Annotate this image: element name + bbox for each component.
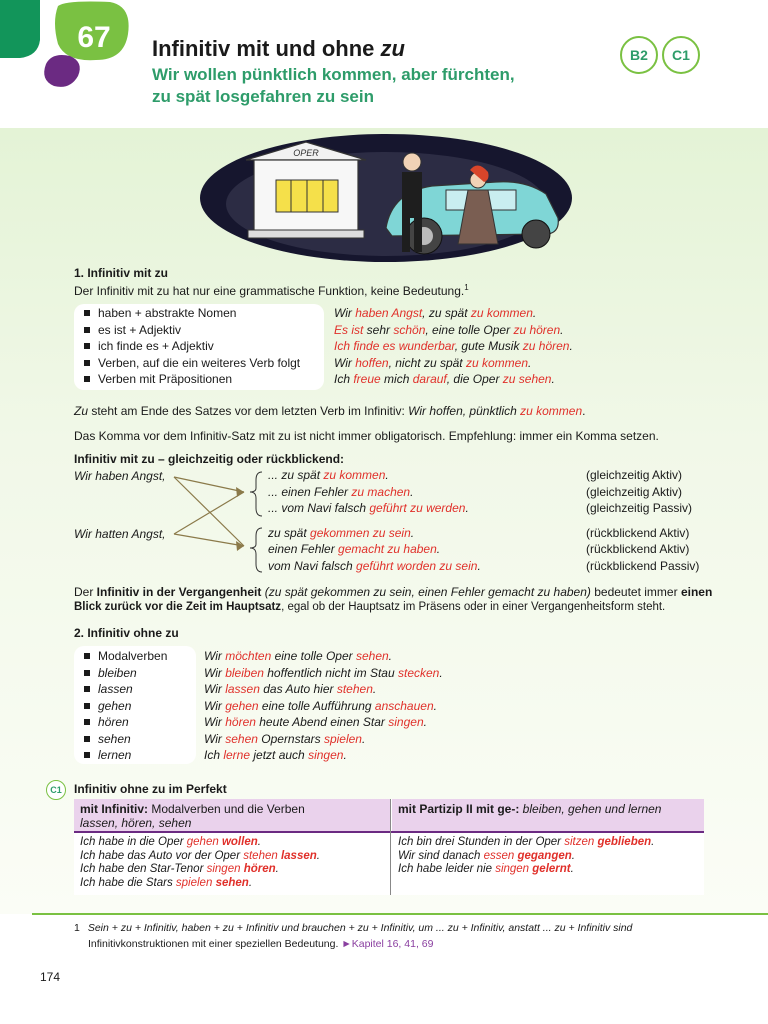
example-line: Wir bleiben hoffentlich nicht im Stau stecken. <box>204 665 443 680</box>
example-line: Wir hoffen, nicht zu spät zu kommen. <box>334 355 532 370</box>
c1-badge: C1 <box>46 780 66 800</box>
footnote-divider <box>32 913 768 915</box>
table-row: Ich habe den Star-Tenor singen hören. <box>80 863 279 875</box>
perfect-col2-rows <box>398 836 654 877</box>
time-tag: (rückblickend Aktiv) <box>586 542 690 556</box>
section1-intro: Der Infinitiv mit zu hat nur eine grammatische Funktion, keine Bedeutung.$^1$ <box>74 283 469 298</box>
section1-bullets <box>84 305 300 388</box>
example-line: Wir hören heute Abend einen Star singen. <box>204 715 427 729</box>
chapter-subtitle: Wir wollen pünktlich kommen, aber fürchten, zu spät losgefahren zu sein <box>152 65 515 106</box>
example-line: Wir möchten eine tolle Oper sehen. <box>204 649 393 663</box>
time-label-past: Wir hatten Angst, <box>74 527 166 541</box>
list-item: bleiben <box>84 665 167 682</box>
table-row: Ich habe leider nie singen gelernt. <box>398 863 574 875</box>
table-row: Ich habe das Auto vor der Oper stehen lassen. <box>80 849 320 862</box>
chapter-title: Infinitiv mit und ohne zu <box>152 36 405 61</box>
opera-illustration <box>196 132 576 267</box>
opera-sign: OPER <box>293 148 319 158</box>
time-arrows <box>170 470 270 580</box>
example-line: Es ist sehr schön, eine tolle Oper zu hören. <box>334 322 564 337</box>
time-row: ... vom Navi falsch geführt zu werden. <box>268 501 469 515</box>
time-section-title: Infinitiv mit zu – gleichzeitig oder rückblickend: <box>74 452 345 466</box>
time-row: ... zu spät zu kommen. <box>268 468 389 482</box>
perfect-table-head-1: mit Infinitiv: Modalverben und die Verben lassen, hören, sehen <box>74 799 390 831</box>
list-item: Verben, auf die ein weiteres Verb folgt <box>84 355 300 372</box>
page-number: 174 <box>40 970 61 984</box>
time-row: ... einen Fehler zu machen. <box>268 484 414 499</box>
chapter-blob-graphic <box>0 0 140 95</box>
section2-bullets <box>84 648 167 764</box>
list-item: hören <box>84 714 167 731</box>
example-line: Wir lassen das Auto hier stehen. <box>204 682 377 696</box>
time-tag: (rückblickend Passiv) <box>586 558 700 573</box>
level-badge-c1: C1 <box>662 36 700 74</box>
list-item: ich finde es + Adjektiv <box>84 338 300 355</box>
chapter-ref-arrow-icon: ► <box>341 938 352 950</box>
level-badge-b2: B2 <box>620 36 658 74</box>
section1-title: 1. Infinitiv mit zu <box>74 266 169 280</box>
time-summary: Der Infinitiv in der Vergangenheit (zu spät gekommen zu sein, einen Fehler gemacht zu haben) bedeutet immer einen <box>74 585 713 599</box>
list-item: Modalverben <box>84 648 167 665</box>
footnote: 1 Sein + zu + Infinitiv, haben + zu + Infinitiv und brauchen + zu + Infinitiv, um ... zu + Infinitiv, anstatt ... zu + Infinitiv sind Infinitivkonstruktionen mit einer speziellen Bedeutung. ►Kapitel 16, 41, 69 <box>74 922 633 950</box>
chapter-reference-link[interactable]: Kapitel 16, 41, 69 <box>351 938 434 950</box>
list-item: haben + abstrakte Nomen <box>84 305 300 322</box>
section3-title: Infinitiv ohne zu im Perfekt <box>74 782 227 796</box>
time-examples <box>268 467 481 574</box>
perfect-col1-rows <box>80 836 320 890</box>
perfect-table-divider <box>74 831 704 833</box>
list-item: sehen <box>84 731 167 748</box>
perfect-table <box>74 799 704 895</box>
list-item: gehen <box>84 698 167 715</box>
section1-note1: Zu steht am Ende des Satzes vor dem letzten Verb im Infinitiv: Wir hoffen, pünktlich zu kommen. <box>74 404 586 418</box>
perfect-table-col-divider <box>390 799 391 895</box>
example-line: Wir sehen Opernstars spielen. <box>204 731 366 746</box>
time-tags <box>586 467 699 574</box>
table-row: Ich habe die Stars spielen sehen. <box>80 876 253 889</box>
time-row: einen Fehler gemacht zu haben. <box>268 542 441 556</box>
time-row: vom Navi falsch geführt worden zu sein. <box>268 558 481 573</box>
time-tag: (rückblickend Aktiv) <box>586 525 690 540</box>
list-item: lassen <box>84 681 167 698</box>
time-row: zu spät gekommen zu sein. <box>268 525 415 540</box>
section1-note2: Das Komma vor dem Infinitiv-Satz mit zu ist nicht immer obligatorisch. Empfehlung: immer ein Komma setzen. <box>74 429 659 443</box>
perfect-table-head-2: mit Partizip II mit ge-: bleiben, gehen und lernen <box>392 799 704 831</box>
example-line: Ich finde es wunderbar, gute Musik zu hören. <box>334 339 573 353</box>
time-tag: (gleichzeitig Aktiv) <box>586 484 683 499</box>
time-label-present: Wir haben Angst, <box>74 469 166 483</box>
chapter-number: 67 <box>77 21 111 54</box>
table-row: Ich bin drei Stunden in der Oper sitzen geblieben. <box>398 836 655 848</box>
green-blob <box>0 0 40 58</box>
table-row: Ich habe in die Oper gehen wollen. <box>80 836 261 848</box>
list-item: lernen <box>84 747 167 764</box>
example-line: Wir gehen eine tolle Aufführung anschauen. <box>204 698 437 713</box>
example-line: Ich freue mich darauf, die Oper zu sehen. <box>334 372 555 386</box>
example-line: Ich lerne jetzt auch singen. <box>204 748 347 762</box>
time-summary-2: Blick zurück vor die Zeit im Hauptsatz, egal ob der Hauptsatz im Präsens oder in einer Vergangenheitsform steht. <box>74 601 666 613</box>
section2-examples <box>204 648 443 764</box>
list-item: Verben mit Präpositionen <box>84 371 300 388</box>
time-tag: (gleichzeitig Aktiv) <box>586 468 683 482</box>
purple-blob <box>44 55 80 87</box>
section1-examples <box>334 305 573 388</box>
section2-title: 2. Infinitiv ohne zu <box>74 626 179 640</box>
example-line: Wir haben Angst, zu spät zu kommen. <box>334 306 537 320</box>
time-tag: (gleichzeitig Passiv) <box>586 501 693 515</box>
table-row: Wir sind danach essen gegangen. <box>398 849 575 862</box>
list-item: es ist + Adjektiv <box>84 322 300 339</box>
